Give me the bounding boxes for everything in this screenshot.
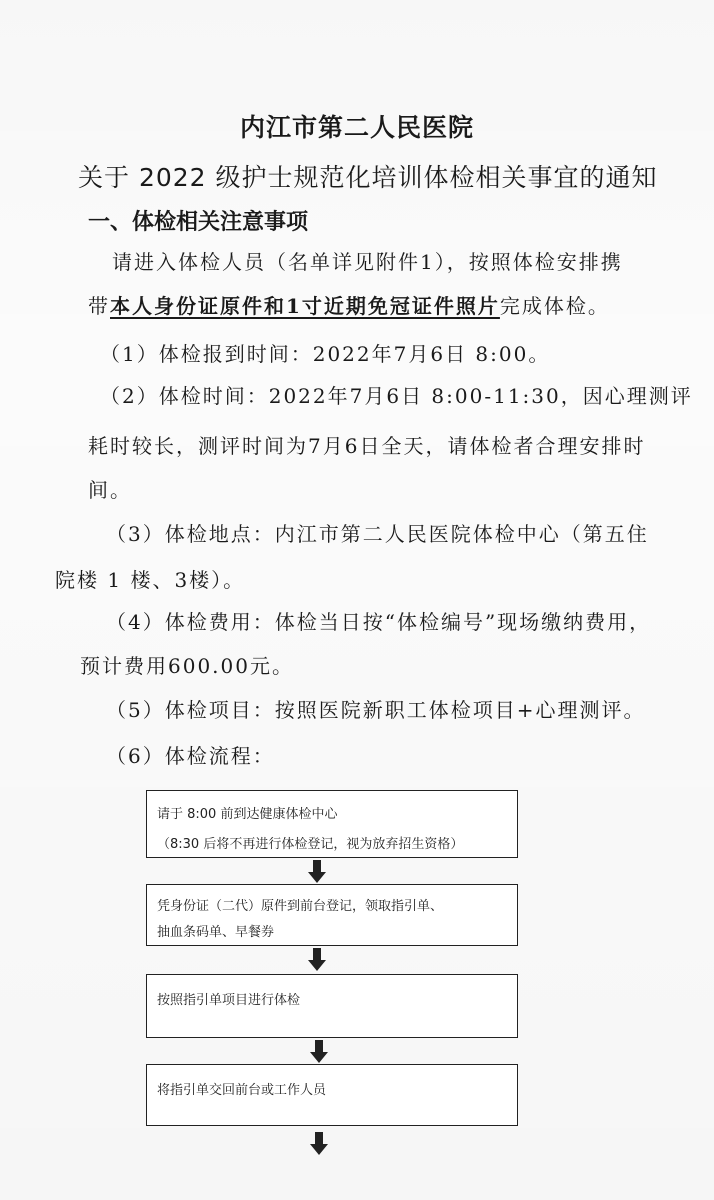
flow-step-arrival-line-2: （8:30 后将不再进行体检登记，视为放弃招生资格） [157,837,464,852]
item-fee-line-1: （4）体检费用：体检当日按“体检编号”现场缴纳费用， [106,610,652,634]
flow-step-arrival-line-1: 请于 8:00 前到达健康体检中心 [157,807,338,822]
item-location-line-2: 院楼 1 楼、3楼）。 [55,568,246,592]
section-heading: 一、体检相关注意事项 [88,210,309,235]
intro-line-1: 请进入体检人员（名单详见附件1），按照体检安排携 [112,250,623,274]
flow-step-examination-text: 按照指引单项目进行体检 [157,993,301,1008]
notice-title: 关于 2022 级护士规范化培训体检相关事宜的通知 [78,163,658,192]
item-exam-time-line-2: 耗时较长，测评时间为7月6日全天，请体检者合理安排时 [88,434,646,458]
intro-line-2-post: 完成体检。 [499,294,610,318]
flow-step-return-form [146,1064,518,1126]
flow-step-return-form-text: 将指引单交回前台或工作人员 [157,1083,327,1098]
down-arrow-icon [309,1132,329,1156]
flow-step-registration-line-1: 凭身份证（二代）原件到前台登记，领取指引单、 [157,899,444,914]
hospital-title: 内江市第二人民医院 [239,113,474,142]
down-arrow-icon [307,948,327,972]
item-fee-line-2: 预计费用600.00元。 [80,654,294,678]
item-exam-time-line-1: （2）体检时间：2022年7月6日 8:00-11:30，因心理测评 [100,384,693,408]
down-arrow-icon [307,860,327,884]
flow-step-examination [146,974,518,1038]
intro-line-2 [88,290,610,319]
down-arrow-icon [309,1040,329,1064]
item-exam-process: （6）体检流程： [106,744,275,768]
flow-step-registration [146,884,518,946]
item-report-time: （1）体检报到时间：2022年7月6日 8:00。 [100,342,551,366]
item-location-line-1: （3）体检地点：内江市第二人民医院体检中心（第五住 [106,522,649,546]
flow-step-registration-line-2: 抽血条码单、早餐券 [157,925,275,940]
flow-step-arrival [146,790,518,858]
intro-line-2-pre: 带 [88,294,110,318]
item-exam-items: （5）体检项目：按照医院新职工体检项目+心理测评。 [106,698,646,722]
required-documents: 本人身份证原件和1寸近期免冠证件照片 [110,294,500,318]
item-exam-time-line-3: 间。 [88,478,132,502]
